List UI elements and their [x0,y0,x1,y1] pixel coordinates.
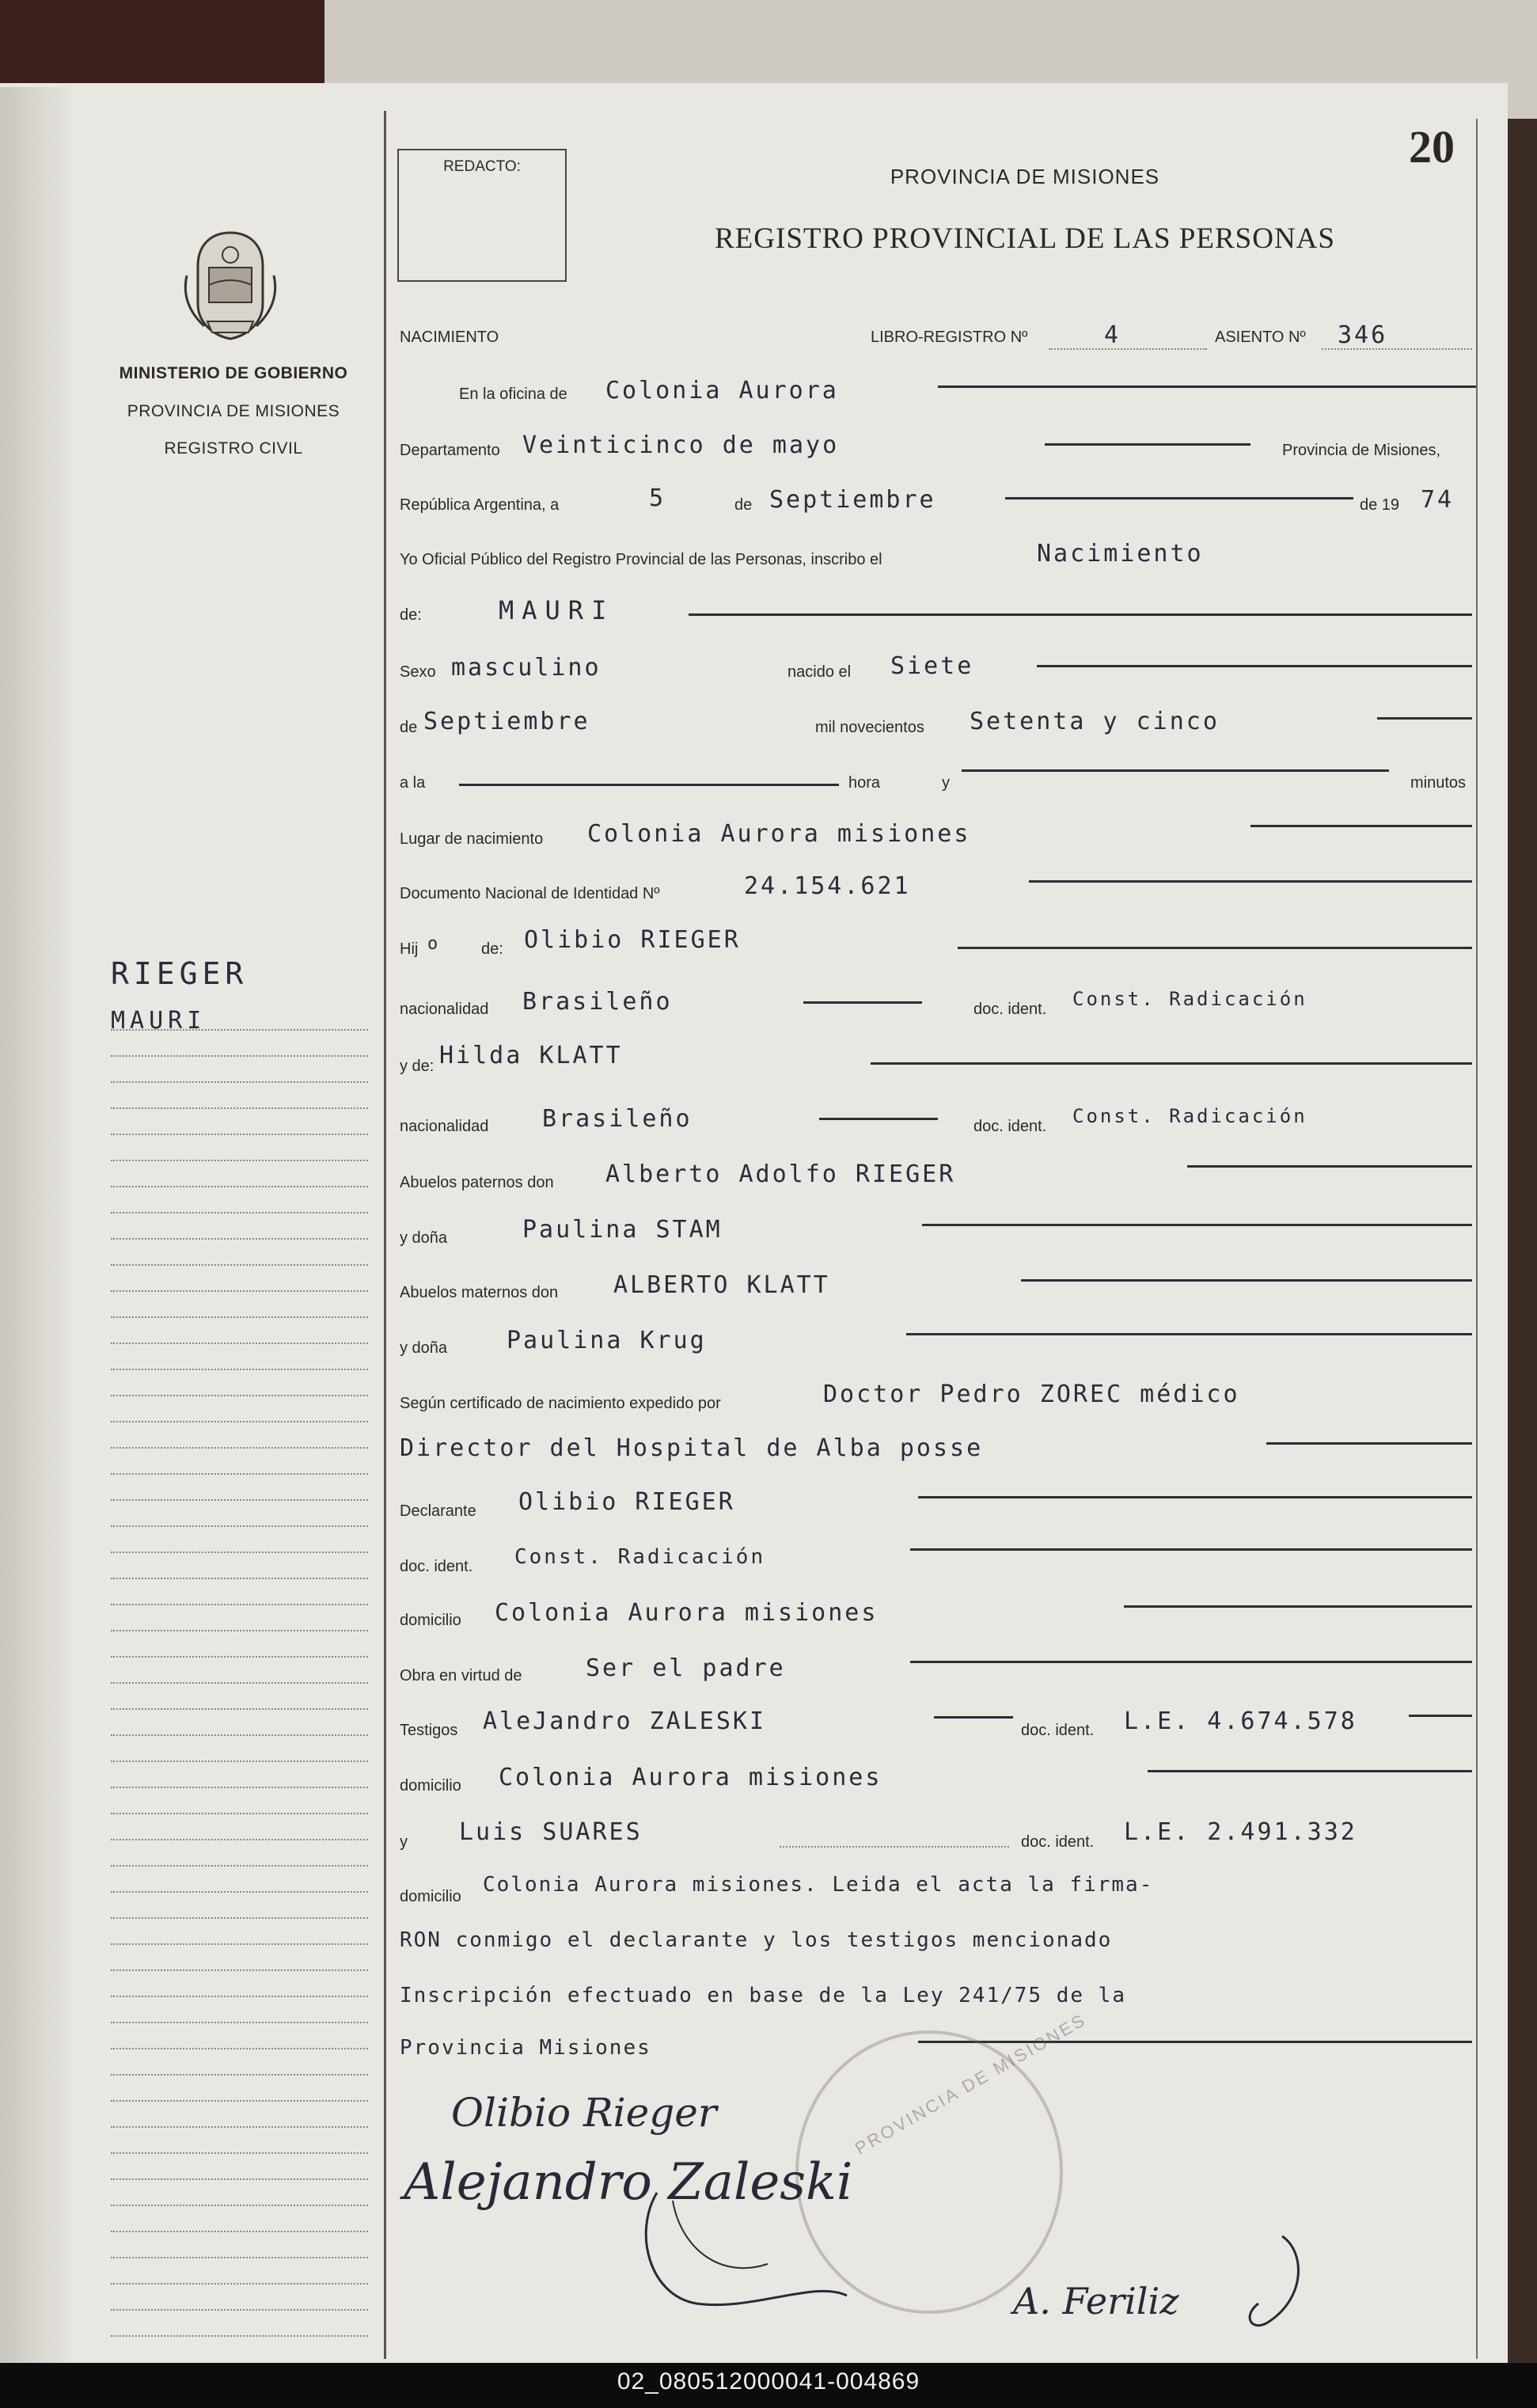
label-declarante: Declarante [400,1502,476,1520]
label-de-nombre: de: [400,606,422,624]
margin-rule [111,1552,368,1553]
dash-doc-testigo1 [1409,1715,1472,1717]
value-abuela-mat: Paulina Krug [507,1327,707,1354]
dash-departamento [1045,443,1250,446]
label-domicilio-declarante: domicilio [400,1612,461,1629]
dash-hora [459,784,839,786]
value-declarante: Olibio RIEGER [518,1488,735,1516]
margin-given-name: MAURI [111,1007,207,1035]
dash-mes [1005,497,1353,499]
value-certificado-2: Director del Hospital de Alba posse [400,1434,984,1462]
margin-rule [111,1055,368,1057]
value-oficina: Colonia Aurora [605,377,839,404]
value-doc-padre: Const. Radicación [1072,988,1307,1010]
signature-official-loop [1235,2228,1330,2339]
dash-oficina [938,386,1476,388]
value-nac-madre: Brasileño [542,1105,693,1133]
label-yo-oficial: Yo Oficial Público del Registro Provincial de las Personas, inscribo el [400,551,882,568]
dots-libro [1049,348,1207,350]
margin-rule [111,1369,368,1370]
margin-rule [111,1238,368,1240]
margin-rule [111,1134,368,1135]
value-abuelo-pat: Alberto Adolfo RIEGER [605,1160,956,1188]
margin-rule [111,2126,368,2128]
margin-divider [384,111,386,2359]
dash-lugar [1250,825,1472,827]
label-hijo: Hij [400,940,419,958]
value-doc-declarante: Const. Radicación [514,1545,766,1569]
label-nacionalidad-padre: nacionalidad [400,1001,489,1018]
value-continuation-1: RON conmigo el declarante y los testigos mencionado [400,1928,1113,1952]
coat-of-arms-icon [180,228,280,344]
margin-rule [111,2048,368,2049]
value-tipo: Nacimiento [1037,540,1204,568]
margin-rule [111,1447,368,1449]
page-number: 20 [1409,121,1455,173]
dash-nac-padre [803,1001,922,1004]
label-a-la: a la [400,774,426,792]
header-province: PROVINCIA DE MISIONES [890,165,1160,188]
label-asiento: ASIENTO Nº [1215,329,1306,346]
value-continuation-2: Inscripción efectuado en base de la Ley 241/75 de la [400,1984,1126,2007]
margin-rule [111,1969,368,1971]
margin-rule [111,1604,368,1605]
label-testigos: Testigos [400,1722,458,1739]
right-border [1476,119,1478,2359]
label-y-de: y de: [400,1058,435,1075]
label-nacimiento: NACIMIENTO [400,329,499,346]
label-libro: LIBRO-REGISTRO Nº [871,329,1028,346]
label-doc-declarante: doc. ident. [400,1558,473,1575]
signature-testigo: Alejandro Zaleski [404,2153,853,2212]
label-de-nacido-mes: de [400,719,418,736]
value-lugar: Colonia Aurora misiones [587,820,971,848]
margin-rule [111,1734,368,1736]
value-nacido-anio: Setenta y cinco [970,708,1220,735]
label-y-dona-pat: y doña [400,1229,448,1247]
margin-rule [111,1760,368,1762]
value-abuela-pat: Paulina STAM [522,1216,723,1244]
dash-testigo1 [934,1716,1013,1719]
margin-rule [111,1107,368,1109]
margin-rule [111,1421,368,1422]
dash-minutos [962,769,1389,772]
label-domicilio-testigo2: domicilio [400,1888,461,1905]
margin-rule [111,2335,368,2337]
signature-official: A. Feriliz [1013,2280,1179,2323]
value-nombre: MAURI [499,595,615,625]
dash-padre [958,947,1472,949]
margin-rule [111,1996,368,1997]
dash-abuela-pat [922,1224,1472,1226]
value-obra: Ser el padre [586,1654,786,1682]
label-doc-madre: doc. ident. [973,1118,1047,1135]
dash-madre [871,1062,1472,1065]
value-departamento: Veinticinco de mayo [522,431,840,459]
label-y-dona-mat: y doña [400,1339,448,1357]
value-certificado: Doctor Pedro ZOREC médico [823,1381,1240,1408]
value-asiento: 346 [1338,321,1388,349]
margin-rule [111,2152,368,2154]
dash-dni [1029,880,1472,883]
margin-rule [111,1395,368,1396]
label-segun: Según certificado de nacimiento expedido por [400,1395,721,1412]
margin-rule [111,1264,368,1266]
value-nacido-mes: Septiembre [423,708,590,735]
document-page [0,83,1508,2363]
label-hora: hora [848,774,881,792]
signature-declarante: Olibio Rieger [451,2090,717,2136]
signature-flourish [625,2185,863,2327]
page-gutter [0,87,71,2367]
redacto-box [397,149,567,282]
margin-rule [111,1499,368,1501]
margin-rule [111,1160,368,1161]
ministry-registry: REGISTRO CIVIL [164,439,303,458]
label-abuelos-paternos: Abuelos paternos don [400,1174,554,1191]
seal-label: PROVINCIA DE MISIONES [851,2009,1090,2159]
label-mil: mil novecientos [815,719,924,736]
value-testigo1: AleJandro ZALESKI [483,1707,767,1735]
label-y-testigo2: y [400,1833,408,1851]
value-continuation-3: Provincia Misiones [400,2036,651,2060]
value-dni: 24.154.621 [744,872,911,900]
value-madre: Hilda KLATT [439,1042,623,1069]
value-dom-testigo1: Colonia Aurora misiones [499,1764,882,1791]
dash-abuela-mat [906,1333,1472,1335]
dots-testigo2 [780,1846,1009,1848]
value-libro: 4 [1104,321,1121,349]
margin-rule [111,1656,368,1658]
margin-rule [111,2205,368,2206]
redacto-label: REDACTO: [443,158,521,175]
value-doc-testigo2: L.E. 2.491.332 [1124,1818,1357,1846]
label-oficina: En la oficina de [459,386,567,403]
margin-rule [111,2231,368,2232]
label-doc-testigo2: doc. ident. [1021,1833,1095,1851]
margin-rule [111,2283,368,2285]
margin-rule [111,1473,368,1475]
margin-rule [111,1917,368,1919]
label-de-mes: de [734,496,753,514]
value-nac-padre: Brasileño [522,988,673,1016]
value-abuelo-mat: ALBERTO KLATT [613,1271,830,1299]
dash-abuelo-mat [1021,1279,1472,1282]
margin-rule [111,1943,368,1945]
label-minutos: minutos [1410,774,1467,792]
dash-continuation [918,2041,1472,2043]
label-abuelos-maternos: Abuelos maternos don [400,1284,559,1301]
value-nacido-el: Siete [890,652,974,680]
margin-rule [111,2257,368,2258]
margin-rule [111,1865,368,1867]
margin-rule [111,1630,368,1631]
dash-domicilio-declarante [1124,1605,1472,1608]
label-nacido: nacido el [787,663,852,681]
value-domicilio-declarante: Colonia Aurora misiones [495,1599,879,1627]
image-caption: 02_080512000041-004869 [617,2368,920,2395]
book-cover [0,0,324,93]
margin-rule [111,1578,368,1579]
margin-rule [111,2074,368,2076]
margin-surname: RIEGER [111,956,249,991]
value-anio: 74 [1421,486,1455,514]
dash-nombre [689,613,1472,616]
label-doc-testigo1: doc. ident. [1021,1722,1095,1739]
dash-nac-madre [819,1118,938,1120]
ministry-province: PROVINCIA DE MISIONES [127,402,340,420]
margin-rule [111,1682,368,1684]
value-dom-testigo2: Colonia Aurora misiones. Leida el acta la firma- [483,1873,1154,1897]
margin-rule [111,1891,368,1893]
margin-rule [111,1290,368,1292]
value-mes: Septiembre [769,486,936,514]
margin-rule [111,2022,368,2023]
dash-nacido [1037,665,1472,667]
label-y-min: y [942,774,950,792]
dash-nacido-anio [1377,717,1472,720]
margin-rule [111,1029,368,1031]
value-padre: Olibio RIEGER [524,926,741,954]
value-testigo2: Luis SUARES [459,1818,643,1846]
margin-rule [111,1787,368,1788]
dash-abuelo-pat [1187,1165,1472,1168]
label-provincia-misiones: Provincia de Misiones, [1282,442,1441,459]
ministry-title: MINISTERIO DE GOBIERNO [119,364,348,382]
margin-rule [111,1212,368,1213]
margin-rule [111,2309,368,2311]
dash-dom-testigo1 [1148,1770,1472,1772]
label-departamento: Departamento [400,442,500,459]
value-doc-testigo1: L.E. 4.674.578 [1124,1707,1357,1735]
margin-rule [111,1525,368,1527]
label-sexo: Sexo [400,663,436,681]
margin-rule [111,2178,368,2180]
label-doc-padre: doc. ident. [973,1001,1047,1018]
label-de-19: de 19 [1360,496,1400,514]
header-registry: REGISTRO PROVINCIAL DE LAS PERSONAS [715,222,1335,255]
margin-rule [111,1839,368,1840]
label-lugar: Lugar de nacimiento [400,830,544,848]
margin-rule [111,1316,368,1318]
margin-rule [111,1813,368,1814]
dash-doc-declarante [910,1548,1472,1551]
value-dia: 5 [649,484,666,512]
margin-rule [111,2100,368,2102]
label-obra: Obra en virtud de [400,1667,522,1684]
value-doc-madre: Const. Radicación [1072,1105,1307,1127]
dash-certificado [1266,1442,1472,1445]
dash-obra [910,1661,1472,1663]
margin-rule [111,1081,368,1083]
value-sexo: masculino [451,654,602,682]
dash-declarante [918,1496,1472,1498]
label-republica: República Argentina, a [400,496,560,514]
margin-rule [111,1186,368,1187]
label-documento: Documento Nacional de Identidad Nº [400,885,660,902]
label-nacionalidad-madre: nacionalidad [400,1118,489,1135]
margin-rule [111,1343,368,1344]
label-domicilio-testigo1: domicilio [400,1777,461,1795]
margin-rule [111,1708,368,1710]
value-hijo-suffix: o [427,934,441,954]
label-hijo-de: de: [481,940,503,958]
